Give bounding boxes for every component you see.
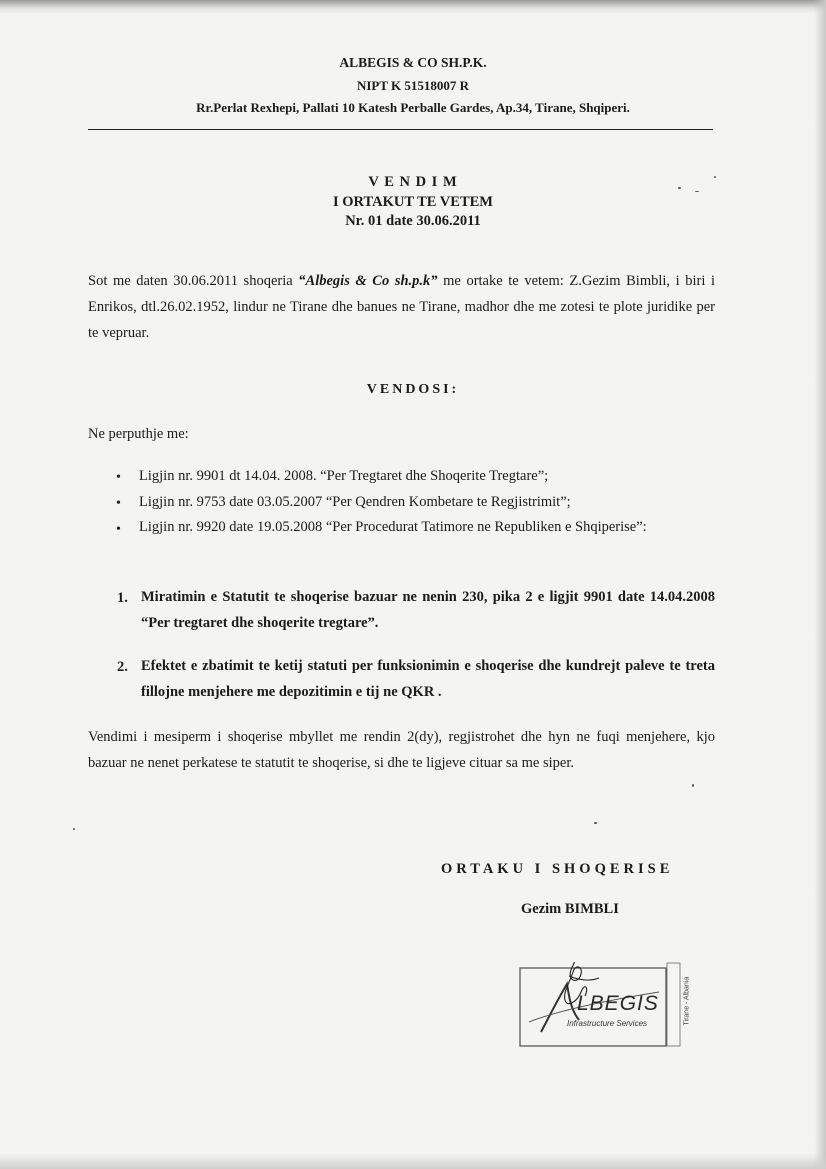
doc-subtitle: I ORTAKUT TE VETEM <box>333 194 493 210</box>
intro-paragraph: Sot me daten 30.06.2011 shoqeria “Albegis & Co sh.p.k” me ortake te vetem: Z.Gezim Bimbli, i biri i Enrikos, dtl.26.02.1952, lindur ne Tirane dhe banues ne Tirane, madhor dhe me zotesi te plote juridike per te vepruar. <box>88 273 716 341</box>
company-stamp <box>519 962 691 1048</box>
signatory-name: Gezim BIMBLI <box>521 901 619 917</box>
bullet-icon: • <box>116 496 121 511</box>
scan-speck <box>692 784 694 787</box>
stamp-tagline: Infrastructure Services <box>567 1019 648 1028</box>
company-address: Rr.Perlat Rexhepi, Pallati 10 Katesh Perballe Gardes, Ap.34, Tirane, Shqiperi. <box>196 100 630 115</box>
stamp-side-text: Tirane - Albania <box>683 976 691 1026</box>
header-divider <box>88 129 713 130</box>
decision-number: 1. <box>117 590 128 606</box>
stamp-brand: LBEGIS <box>577 992 659 1015</box>
bullet-icon: • <box>116 522 121 537</box>
signatory-role: ORTAKU I SHOQERISE <box>441 861 674 877</box>
closing-paragraph: Vendimi i mesiperm i shoqerise mbyllet me rendin 2(dy), regjistrohet dhe hyn ne fuqi menjehere, kjo bazuar ne nenet perkatese te statutit te shoqerise, si dhe te ligjeve cituar sa me siper. <box>88 729 715 771</box>
doc-number: Nr. 01 date 30.06.2011 <box>345 213 481 229</box>
scan-speck <box>73 828 75 830</box>
decides-heading: VENDOSI: <box>366 382 460 397</box>
scan-shadow-top <box>0 0 826 14</box>
decision-item: Efektet e zbatimit te ketij statuti per funksionimin e shoqerise dhe kundrejt paleve te treta fillojne menjehere me depozitimin e tij ne QKR . <box>141 658 715 700</box>
decision-number: 2. <box>117 659 128 675</box>
company-name: ALBEGIS & CO SH.P.K. <box>339 55 487 70</box>
law-item: Ligjin nr. 9753 date 03.05.2007 “Per Qendren Kombetare te Regjistrimit”; <box>139 494 571 510</box>
company-nipt: NIPT K 51518007 R <box>356 78 470 93</box>
company-reference: “Albegis & Co sh.p.k” <box>298 273 438 289</box>
in-accordance-label: Ne perputhje me: <box>88 426 189 442</box>
scan-speck <box>594 822 597 824</box>
scan-speck <box>678 187 681 189</box>
law-item: Ligjin nr. 9901 dt 14.04. 2008. “Per Tregtaret dhe Shoqerite Tregtare”; <box>139 468 549 484</box>
doc-title: V E N D I M <box>368 174 458 190</box>
law-item: Ligjin nr. 9920 date 19.05.2008 “Per Procedurat Tatimore ne Republiken e Shqiperise”: <box>139 519 647 535</box>
decision-item: Miratimin e Statutit te shoqerise bazuar ne nenin 230, pika 2 e ligjit 9901 date 14.04.2008 “Per tregtaret dhe shoqerite tregtare”. <box>141 589 715 631</box>
scan-speck <box>714 176 716 178</box>
scan-speck <box>695 191 699 192</box>
scan-shadow-bottom <box>0 1153 826 1169</box>
bullet-icon: • <box>116 470 121 485</box>
